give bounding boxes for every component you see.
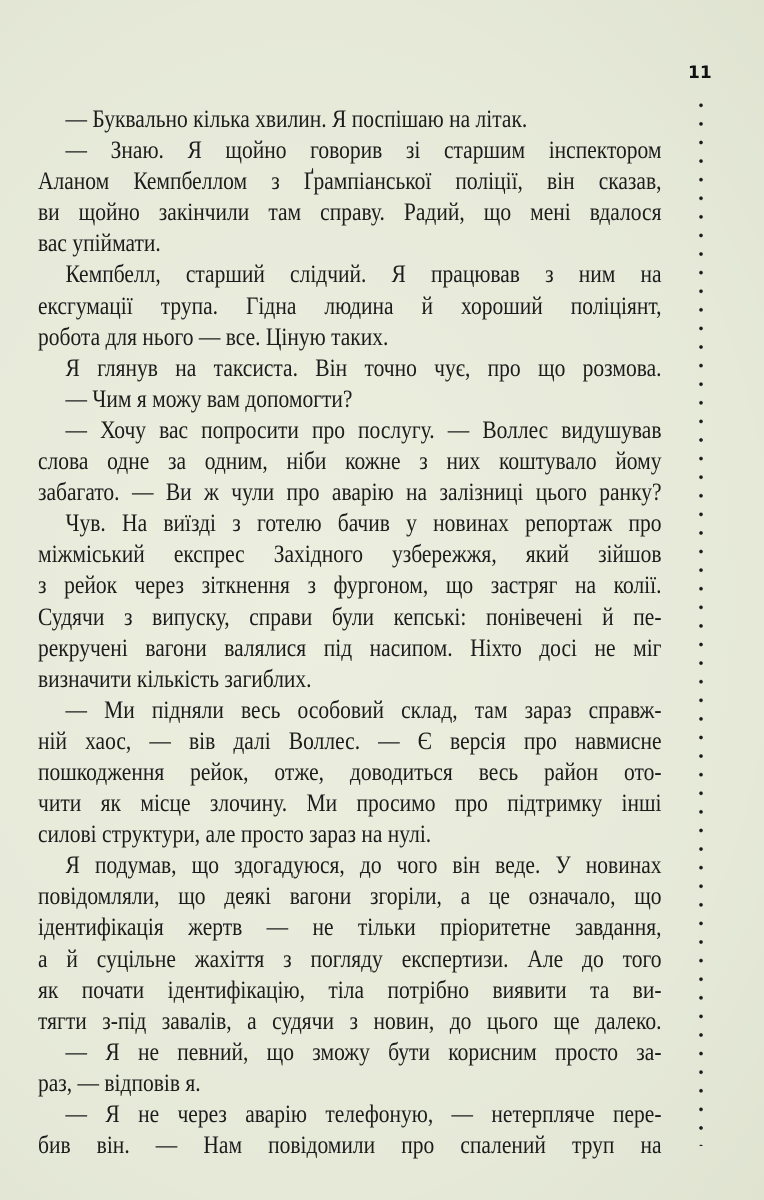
- text-line-content: — Ми підняли весь особовий склад, там зараз справж-: [65, 696, 662, 724]
- text-line: [38, 448, 662, 479]
- text-line: [38, 977, 662, 1008]
- text-line-content: пошкодження рейок, отже, доводиться весь район ото-: [38, 758, 662, 786]
- paragraph: [38, 106, 662, 137]
- text-line-content: ідентифікація жертв — не тільки пріоритетне завдання,: [38, 914, 662, 942]
- text-line-content: слова одне за одним, ніби кожне з них коштувало йому: [38, 448, 662, 476]
- text-line-content: раз, — відповів я.: [38, 1069, 201, 1097]
- paragraph: [38, 1039, 662, 1101]
- paragraph: [38, 355, 662, 386]
- text-line: [38, 790, 662, 821]
- text-line: [38, 635, 662, 666]
- text-line-content: ексгумації трупа. Гідна людина й хороший поліціянт,: [38, 292, 662, 320]
- text-line: [38, 355, 662, 386]
- text-line-content: Кемпбелл, старший слідчий. Я працював з ним на: [65, 261, 662, 289]
- text-line-content: міжміський експрес Західного узбережжя, який зійшов: [38, 541, 662, 569]
- text-line: [38, 1070, 662, 1101]
- text-line-content: силові структури, але просто зараз на нулі.: [38, 821, 432, 849]
- paragraph: [38, 510, 662, 697]
- text-line: [38, 106, 662, 137]
- text-line-content: а й суцільне жахіття з погляду експертизи. Але до того: [38, 945, 662, 973]
- paragraph: [38, 852, 662, 1039]
- text-line: [38, 1039, 662, 1070]
- paragraph: [38, 1101, 662, 1163]
- text-line: [38, 728, 662, 759]
- text-line-content: вас упіймати.: [38, 230, 161, 258]
- text-line: [38, 604, 662, 635]
- text-line-content: тягти з-під завалів, а судячи з новин, до цього ще далеко.: [38, 1007, 662, 1035]
- text-line-content: ній хаос, — вів далі Воллес. — Є версія про навмисне: [38, 727, 662, 755]
- text-line: [38, 168, 662, 199]
- text-line-content: — Чим я можу вам допомогти?: [65, 385, 353, 413]
- text-line: [38, 293, 662, 324]
- text-line-content: як почати ідентифікацію, тіла потрібно виявити та ви-: [38, 976, 662, 1004]
- text-line-content: — Знаю. Я щойно говорив зі старшим інспектором: [65, 137, 662, 165]
- text-line-content: — Я не певний, що зможу бути корисним просто за-: [65, 1038, 662, 1066]
- text-line: [38, 1101, 662, 1132]
- text-line: [38, 914, 662, 945]
- text-line: [38, 510, 662, 541]
- paragraph: [38, 137, 662, 261]
- text-line: [38, 417, 662, 448]
- text-line: [38, 852, 662, 883]
- text-line: [38, 261, 662, 292]
- text-line: [38, 666, 662, 697]
- text-line-content: Я подумав, що здогадуюся, до чого він веде. У новинах: [65, 852, 662, 880]
- text-line-content: Судячи з випуску, справи були кепські: понівечені й пе-: [38, 603, 662, 631]
- text-line: [38, 1008, 662, 1039]
- text-line: [38, 230, 662, 261]
- text-line-content: чити як місце злочину. Ми просимо про підтримку інші: [38, 790, 662, 818]
- text-line-content: Чув. На виїзді з готелю бачив у новинах репортаж про: [65, 510, 662, 538]
- text-line: [38, 137, 662, 168]
- text-line: [38, 821, 662, 852]
- text-line-content: забагато. — Ви ж чули про аварію на залізниці цього ранку?: [38, 479, 662, 507]
- text-line: [38, 324, 662, 355]
- text-line: [38, 479, 662, 510]
- body-text: [38, 106, 662, 1163]
- text-line-content: Аланом Кемпбеллом з Ґрампіанської поліції, він сказав,: [38, 168, 662, 196]
- text-line-content: повідомляли, що деякі вагони згоріли, а це означало, що: [38, 883, 662, 911]
- text-line-content: бив він. — Нам повідомили про спалений труп на: [38, 1132, 662, 1160]
- text-line-content: ви щойно закінчили там справу. Радий, що мені вдалося: [38, 199, 662, 227]
- text-line-content: — Хочу вас попросити про послугу. — Воллес видушував: [65, 416, 662, 444]
- text-line: [38, 883, 662, 914]
- text-line: [38, 386, 662, 417]
- text-line: [38, 759, 662, 790]
- text-line-content: визначити кількість загиблих.: [38, 665, 312, 693]
- paragraph: [38, 697, 662, 852]
- text-line: [38, 541, 662, 572]
- text-line-content: — Я не через аварію телефоную, — нетерпляче пере-: [65, 1101, 662, 1128]
- text-line: [38, 946, 662, 977]
- paragraph: [38, 386, 662, 417]
- text-line-content: з рейок через зіткнення з фургоном, що застряг на колії.: [38, 572, 662, 600]
- dotted-margin-rule: [698, 96, 704, 1146]
- text-line: [38, 572, 662, 603]
- text-line: [38, 199, 662, 230]
- paragraph: [38, 417, 662, 510]
- page-number: 11: [688, 63, 712, 83]
- text-line-content: рекручені вагони валялися під насипом. Ніхто досі не міг: [38, 634, 662, 662]
- text-line-content: робота для нього — все. Ціную таких.: [38, 323, 389, 351]
- text-line: [38, 1132, 662, 1163]
- text-line-content: — Буквально кілька хвилин. Я поспішаю на літак.: [65, 106, 528, 133]
- paragraph: [38, 261, 662, 354]
- text-line-content: Я глянув на таксиста. Він точно чує, про що розмова.: [65, 354, 662, 382]
- text-line: [38, 697, 662, 728]
